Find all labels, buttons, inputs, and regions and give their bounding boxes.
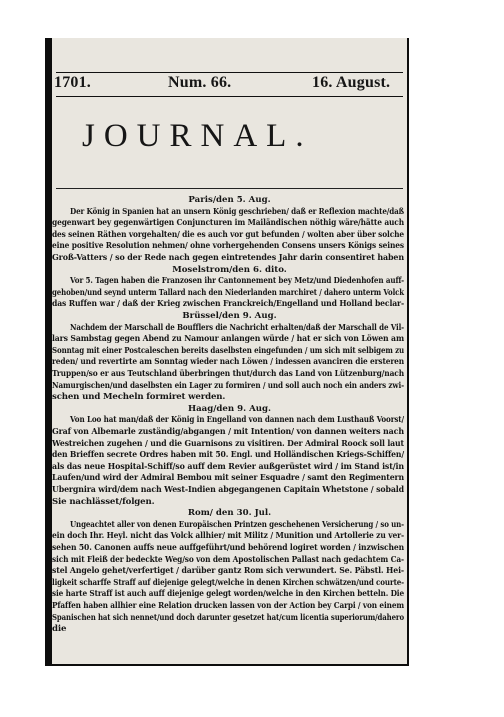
title-rule <box>56 188 403 189</box>
dispatch-text-line: eine positive Resolution nehmen/ ohne vorhergehenden Consens unsers Königs seines <box>52 241 404 252</box>
dispatch-text-line: Vor 5. Tagen haben die Franzosen ihr Cantonnement bey Metz/und Diedenhofen auff- <box>70 276 404 287</box>
header-rule <box>56 96 403 97</box>
dispatch-text-line: den Brieffen secrete Ordres haben mit 50. Engl. und Holländischen Kriegs-Schiffen/ <box>52 450 404 461</box>
newspaper-page <box>52 38 407 664</box>
dispatch-dateline: Haag/den 9. Aug. <box>187 403 271 414</box>
issue-date: 16. August. <box>312 74 391 91</box>
dispatch-dateline: Brüssel/den 9. Aug. <box>182 311 277 321</box>
dispatch-text-line: Ubergnira wird/dem nach West-Indien abgegangenen Capitain Whetstone / sobald <box>52 485 404 495</box>
dispatch-text-line: Sie nachlässet/folgen. <box>52 496 155 507</box>
dispatch-text-line: Der König in Spanien hat an unsern König geschrieben/ daß er Reflexion machte/daß <box>70 206 404 217</box>
top-rule <box>56 72 403 73</box>
dispatch-text-line: gegenwart bey gegenwärtigen Conjuncturen im Mailändischen nöthig wäre/hätte auch <box>52 218 404 229</box>
dispatch-dateline: Rom/ den 30. Jul. <box>187 508 272 519</box>
issue-year: 1701. <box>54 74 91 91</box>
dispatch-text-line: sich mit Fleiß der bedeckte Weg/so von dem Apostolischen Pallast nach gedachtem Ca- <box>52 554 404 565</box>
dispatch-text-line: lars Sambstag gegen Abend zu Namour anlangen würde / hat er sich von Löwen am <box>52 334 404 345</box>
dispatch-text-line: des seinen Räthen vorgehalten/ die es auch vor gut befunden / wolten aber über solche <box>52 229 404 240</box>
dispatch-dateline: Moselstrom/den 6. dito. <box>172 264 287 275</box>
dispatch-text-line: Westreichen zugehen / und die Guarnisons zu visitiren. Der Admiral Roock soll laut <box>52 438 404 449</box>
dispatch-dateline: Paris/den 5. Aug. <box>188 195 271 205</box>
dispatch-text-line: Nachdem der Marschall de Boufflers die Nachricht erhalten/daß der Marschall de Vil- <box>70 322 404 333</box>
dispatch-text-line: ligkeit scharffe Straff auf diejenige gelegt/welche in denen Kirchen schwätzen/und courte- <box>52 577 404 588</box>
dispatch-text-line: gehoben/und seynd unterm Tallard nach den Niederlanden marchiret / dahero unterm Volck <box>52 287 404 298</box>
dispatch-text-line: Von Loo hat man/daß der König in Engelland von dannen nach dem Lusthauß Voorst/ <box>70 415 404 426</box>
dispatch-text-line: die <box>52 624 67 635</box>
dispatch-text-line: das Ruffen war / daß der Krieg zwischen Franckreich/Engelland und Holland beclar- <box>52 299 404 310</box>
dispatch-text-line: Truppen/so er aus Teutschland überbringen thut/durch das Land von Lützenburg/nach <box>52 369 404 379</box>
dispatch-text-line: Laufen/und wird der Admiral Bembou mit seiner Esquadre / samt den Regimentern <box>52 473 404 484</box>
dispatch-text-line: Pfaffen haben allhier eine Relation drucken lassen von der Action bey Carpi / von einem <box>52 601 404 611</box>
dispatch-text-line: Namurgischen/und daselbsten ein Lager zu formiren / und soll auch noch ein anders zwi- <box>52 380 404 391</box>
dispatch-text-line: Graf von Albemarle zuständig/abgangen / mit Intention/ von dannen weiters nach <box>52 427 404 437</box>
dispatch-text-line: sie harte Straff ist auch auff diejenige gelegt worden/welche in den Kirchen betteln. Die <box>52 589 404 600</box>
masthead-title: JOURNAL. <box>82 118 313 154</box>
issue-number: Num. 66. <box>168 74 232 91</box>
dispatch-text-line: Groß-Vatters / so der Rede nach gegen eintretendes Jahr darin consentiret haben <box>52 253 404 263</box>
dispatch-text-line: schen und Mecheln formiret werden. <box>52 392 226 403</box>
dispatch-text-line: Ungeachtet aller von denen Europäischen Printzen geschehenen Versicherung / so un- <box>70 519 404 530</box>
dispatch-text-line: als das neue Hospital-Schiff/so auff dem Revier außgerüstet wird / im Stand ist/in <box>52 461 404 472</box>
dispatch-text-line: stel Angelo gehet/verfertiget / darüber gantz Rom sich verwundert. Se. Päbstl. Hei- <box>52 566 404 577</box>
dispatch-text-line: reden/ und revertirte am Sonntag wieder nach Löwen / indessen avanciren die ersteren <box>52 357 404 368</box>
dispatch-text-line: Sonntag mit einer Postcaleschen bereits daselbsten eingefunden / um sich mit selbigem zu <box>52 345 404 356</box>
dispatch-text-line: sehen 50. Canonen auffs neue auffgeführt/und behörend logiret worden / inzwischen <box>52 543 404 553</box>
dispatch-text-line: Spanischen hat sich nennet/und doch darunter gesetzet hat/cum licentia superiorum/dahero <box>52 612 404 623</box>
dispatch-text-line: ein doch Ihr. Heyl. nicht das Volck allhier/ mit Militz / Munition und Artollerie zu ver- <box>52 531 404 542</box>
